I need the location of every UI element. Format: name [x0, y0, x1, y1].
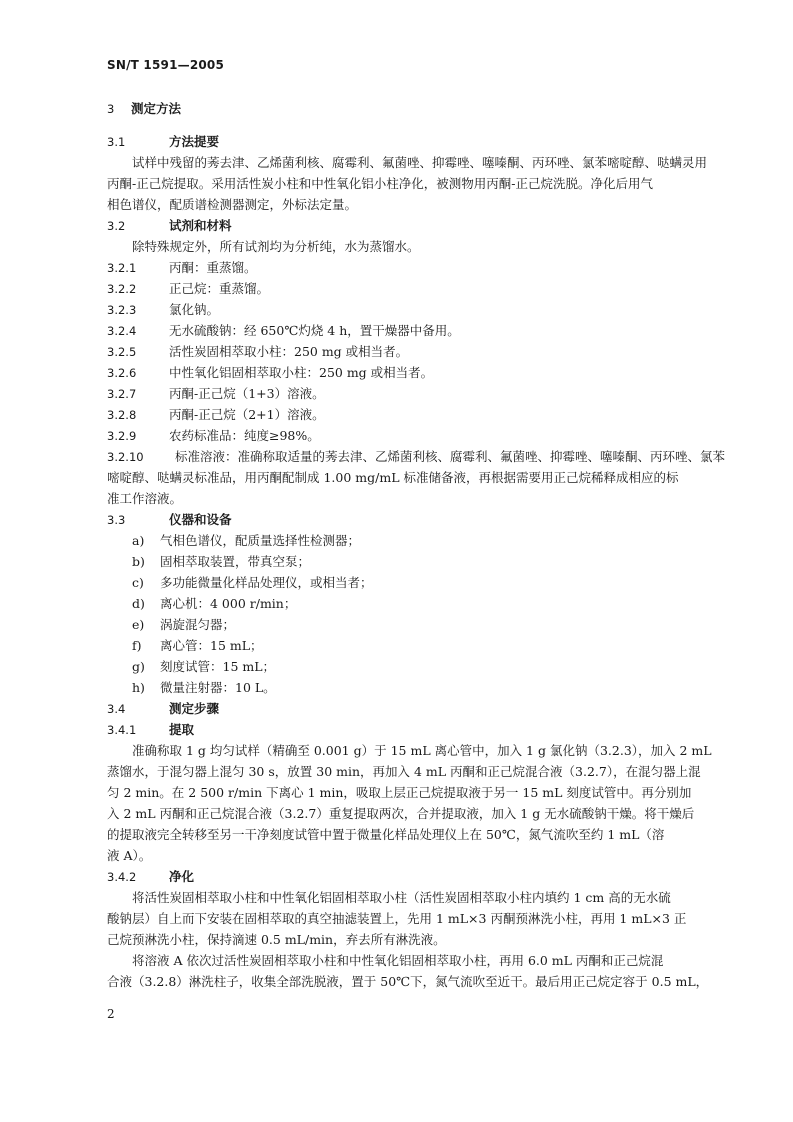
- paragraph-line: 准确称取 1 g 均匀试样（精确至 0.001 g）于 15 mL 离心管中，加入 1 g 氯化钠（3.2.3），加入 2 mL: [132, 743, 712, 758]
- item-number: 3.2.10: [107, 450, 144, 464]
- reagent-item: [107, 341, 733, 362]
- reagent-item: [107, 404, 733, 425]
- section-title: 提取: [169, 722, 195, 737]
- extraction-paragraph: [107, 740, 733, 866]
- section-heading-3-3: [107, 509, 733, 530]
- section-heading-3: [107, 98, 733, 119]
- apparatus-item: [107, 614, 733, 635]
- paragraph-line: 的提取液完全转移至另一干净刻度试管中置于微量化样品处理仪上在 50℃，氮气流吹至约 1 mL（溶: [107, 827, 665, 842]
- item-text: 标准溶液：准确称取适量的莠去津、乙烯菌利核、腐霉利、氟菌唑、抑霉唑、噻嗪酮、丙环唑、氯苯: [175, 449, 726, 464]
- section-number: 3.4.2: [107, 870, 137, 884]
- item-text: 气相色谱仪，配质量选择性检测器；: [160, 533, 361, 548]
- item-text: 离心机：4 000 r/min；: [160, 596, 297, 611]
- reagent-item: [107, 299, 733, 320]
- item-text: 微量注射器：10 L。: [160, 680, 276, 695]
- page-number: 2: [107, 1007, 115, 1021]
- item-number: 3.2.7: [107, 387, 137, 401]
- item-text: 丙酮-正己烷（2+1）溶液。: [169, 407, 325, 422]
- item-label: e): [132, 617, 145, 632]
- item-text: 刻度试管：15 mL；: [160, 659, 276, 674]
- reagent-item: [107, 278, 733, 299]
- item-text: 丙酮-正己烷（1+3）溶液。: [169, 386, 325, 401]
- paragraph-line: 液 A）。: [107, 848, 152, 863]
- item-text: 离心管：15 mL；: [160, 638, 263, 653]
- item-number: 3.2.9: [107, 429, 137, 443]
- cleanup-paragraph-2: [107, 950, 733, 992]
- paragraph-line: 将活性炭固相萃取小柱和中性氧化铝固相萃取小柱（活性炭固相萃取小柱内填约 1 cm 高的无水硫: [132, 890, 671, 905]
- section-number: 3.4.1: [107, 723, 137, 737]
- item-text: 丙酮：重蒸馏。: [169, 260, 257, 275]
- paragraph-line: 丙酮-正己烷提取。采用活性炭小柱和中性氧化铝小柱净化，被测物用丙酮-正己烷洗脱。净化后用气: [107, 176, 653, 191]
- item-label: f): [132, 638, 142, 653]
- apparatus-item: [107, 572, 733, 593]
- section-number: 3.4: [107, 702, 126, 716]
- paragraph-line: 合液（3.2.8）淋洗柱子，收集全部洗脱液，置于 50℃下，氮气流吹至近干。最后用正己烷定容于 0.5 mL，: [107, 974, 709, 989]
- item-number: 3.2.1: [107, 261, 137, 275]
- apparatus-item: [107, 656, 733, 677]
- paragraph-line: 入 2 mL 丙酮和正己烷混合液（3.2.7）重复提取两次，合并提取液，加入 1 g 无水硫酸钠干燥。将干燥后: [107, 806, 695, 821]
- section-heading-3-2: [107, 215, 733, 236]
- reagent-item: [107, 257, 733, 278]
- section-title: 测定步骤: [169, 701, 220, 716]
- item-number: 3.2.8: [107, 408, 137, 422]
- document-code-header: SN/T 1591—2005: [107, 58, 225, 72]
- document-body: [107, 98, 733, 992]
- apparatus-item: [107, 593, 733, 614]
- item-label: c): [132, 575, 144, 590]
- item-number: 3.2.3: [107, 303, 137, 317]
- paragraph-line: 蒸馏水，于混匀器上混匀 30 s，放置 30 min，再加入 4 mL 丙酮和正己烷混合液（3.2.7），在混匀器上混: [107, 764, 701, 779]
- section-title: 方法提要: [169, 134, 220, 149]
- paragraph-line: 准工作溶液。: [107, 491, 183, 506]
- paragraph-line: 己烷预淋洗小柱，保持滴速 0.5 mL/min，弃去所有淋洗液。: [107, 932, 446, 947]
- section-title: 仪器和设备: [169, 512, 232, 527]
- item-number: 3.2.6: [107, 366, 137, 380]
- item-text: 正己烷：重蒸馏。: [169, 281, 270, 296]
- item-label: a): [132, 533, 145, 548]
- section-heading-3-4-2: [107, 866, 733, 887]
- reagents-intro: 除特殊规定外，所有试剂均为分析纯，水为蒸馏水。: [132, 239, 420, 254]
- reagent-item: [107, 425, 733, 446]
- paragraph-line: 将溶液 A 依次过活性炭固相萃取小柱和中性氧化铝固相萃取小柱，再用 6.0 mL 丙酮和正己烷混: [132, 953, 664, 968]
- standard-solution-paragraph: [107, 446, 733, 509]
- item-text: 固相萃取装置，带真空泵；: [160, 554, 311, 569]
- apparatus-item: [107, 551, 733, 572]
- item-text: 多功能微量化样品处理仪，或相当者；: [160, 575, 373, 590]
- section-title: 测定方法: [131, 101, 182, 116]
- section-heading-3-4: [107, 698, 733, 719]
- section-number: 3.1: [107, 135, 126, 149]
- item-text: 氯化钠。: [169, 302, 220, 317]
- item-text: 无水硫酸钠：经 650℃灼烧 4 h，置干燥器中备用。: [169, 323, 460, 338]
- item-text: 涡旋混匀器；: [160, 617, 236, 632]
- paragraph-line: 匀 2 min。在 2 500 r/min 下离心 1 min，吸取上层正己烷提取液于另一 15 mL 刻度试管中。再分别加: [107, 785, 692, 800]
- reagent-item: [107, 362, 733, 383]
- paragraph-line: 酸钠层）自上而下安装在固相萃取的真空抽滤装置上，先用 1 mL×3 丙酮预淋洗小柱，再用 1 mL×3 正: [107, 911, 687, 926]
- item-number: 3.2.5: [107, 345, 137, 359]
- paragraph-line: 相色谱仪，配质谱检测器测定，外标法定量。: [107, 197, 358, 212]
- item-text: 活性炭固相萃取小柱：250 mg 或相当者。: [169, 344, 409, 359]
- reagent-item: [107, 320, 733, 341]
- apparatus-item: [107, 530, 733, 551]
- section-heading-3-1: [107, 131, 733, 152]
- item-label: h): [132, 680, 145, 695]
- section-title: 试剂和材料: [169, 218, 232, 233]
- paragraph-line: 嘧啶醇、哒螨灵标准品，用丙酮配制成 1.00 mg/mL 标准储备液，再根据需要用正己烷稀释成相应的标: [107, 470, 679, 485]
- apparatus-item: [107, 635, 733, 656]
- method-summary-paragraph: [107, 152, 733, 215]
- item-label: d): [132, 596, 145, 611]
- section-heading-3-4-1: [107, 719, 733, 740]
- item-label: b): [132, 554, 145, 569]
- item-text: 农药标准品：纯度≥98%。: [169, 428, 320, 443]
- paragraph-line: [107, 446, 733, 467]
- section-number: 3.2: [107, 219, 126, 233]
- item-number: 3.2.2: [107, 282, 137, 296]
- section-number: 3.3: [107, 513, 126, 527]
- paragraph-line: 试样中残留的莠去津、乙烯菌利核、腐霉利、氟菌唑、抑霉唑、噻嗪酮、丙环唑、氯苯嘧啶醇、哒螨灵用: [132, 155, 708, 170]
- section-number: 3: [107, 102, 115, 116]
- cleanup-paragraph-1: [107, 887, 733, 950]
- section-title: 净化: [169, 869, 195, 884]
- apparatus-item: [107, 677, 733, 698]
- item-label: g): [132, 659, 145, 674]
- item-number: 3.2.4: [107, 324, 137, 338]
- reagent-item: [107, 383, 733, 404]
- item-text: 中性氧化铝固相萃取小柱：250 mg 或相当者。: [169, 365, 434, 380]
